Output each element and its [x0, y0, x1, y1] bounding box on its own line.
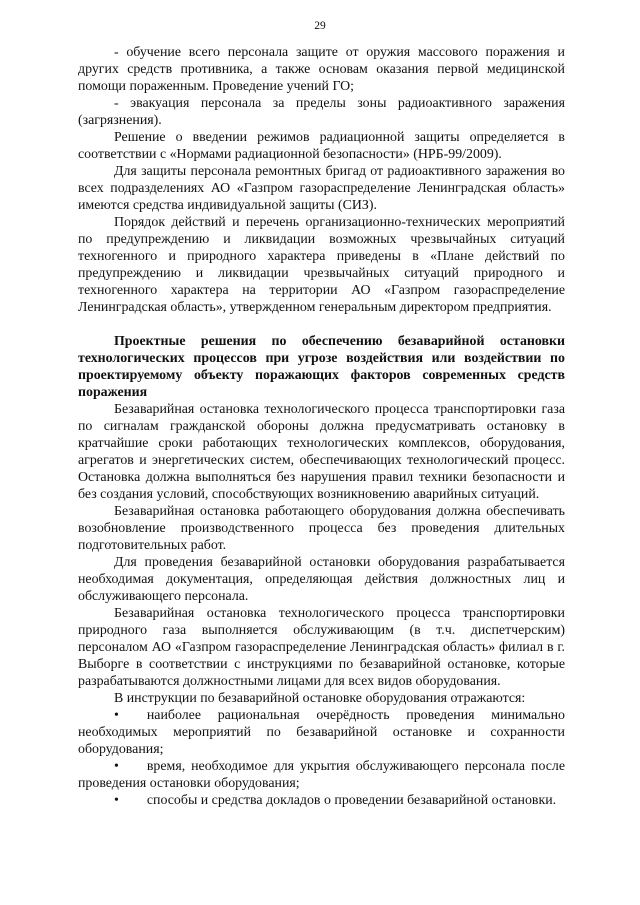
- paragraph-instructions-intro: В инструкции по безаварийной остановке оборудования отражаются:: [114, 691, 526, 706]
- bullet-item: [78, 792, 565, 809]
- page-number: 29: [314, 20, 326, 32]
- paragraph-radiation-regime: Решение о введении режимов радиационной защиты определяется в соответствии с «Нормами радиационной безопасности» (НРБ-99/2009).: [78, 130, 565, 162]
- paragraph-evacuation: - эвакуация персонала за пределы зоны радиоактивного заражения (загрязнения).: [78, 96, 565, 128]
- paragraph-documentation: Для проведения безаварийной остановки оборудования разрабатывается необходимая документация, определяющая действия должностных лиц и обслуживающего персонала.: [78, 555, 565, 604]
- section-heading: Проектные решения по обеспечению безаварийной остановки технологических процессов при угрозе воздействия или воздействии по проектируемому объекту поражающих факторов современных средств поражения: [78, 334, 565, 400]
- bullet-glyph: •: [114, 708, 119, 723]
- bullet-text: время, необходимое для укрытия обслуживающего персонала после проведения остановки оборудования;: [78, 759, 565, 791]
- paragraph-training: - обучение всего персонала защите от оружия массового поражения и других средств противника, а также основам оказания первой медицинской помощи пораженным. Проведение учений ГО;: [78, 45, 565, 94]
- bullet-item: [78, 707, 565, 758]
- page-body: [78, 44, 565, 809]
- bullet-item: [78, 758, 565, 792]
- paragraph-ppe: Для защиты персонала ремонтных бригад от радиоактивного заражения во всех подразделениях АО «Газпром газораспределение Ленинградская область» имеются средства индивидуальной защиты (СИЗ).: [78, 164, 565, 213]
- bullet-glyph: •: [114, 793, 119, 808]
- paragraph-shutdown-resume: Безаварийная остановка работающего оборудования должна обеспечивать возобновление производственного процесса без проведения длительных подготовительных работ.: [78, 504, 565, 553]
- bullet-text: способы и средства докладов о проведении безаварийной остановки.: [146, 793, 557, 808]
- paragraph-shutdown-signals: Безаварийная остановка технологического процесса транспортировки газа по сигналам гражданской обороны должна предусматривать остановку в кратчайшие сроки работающих технологических комплексов, оборудования, агрегатов и энергетических систем, обеспечивающих технологический процесс. Остановка должна выполняться без нарушения правил техники безопасности и без создания условий, способствующих возникновению аварийных ситуаций.: [78, 402, 565, 502]
- bullet-glyph: •: [114, 759, 119, 774]
- paragraph-action-plan: Порядок действий и перечень организационно-технических мероприятий по предупреждению и ликвидации возможных чрезвычайных ситуаций техногенного и природного характера приведены в «Плане действий по предупреждению и ликвидации чрезвычайных ситуаций природного и техногенного характера на территории АО «Газпром газораспределение Ленинградская область», утвержденном генеральным директором предприятия.: [78, 215, 565, 315]
- bullet-text: наиболее рациональная очерёдность проведения минимально необходимых мероприятий по безаварийной остановке и сохранности оборудования;: [78, 708, 565, 757]
- paragraph-personnel: Безаварийная остановка технологического процесса транспортировки природного газа выполняется обслуживающим (в т.ч. диспетчерским) персоналом АО «Газпром газораспределение Ленинградская область» филиал в г. Выборге в соответствии с инструкциями по безаварийной остановке, которые разрабатываются должностными лицами для всех видов оборудования.: [78, 606, 565, 689]
